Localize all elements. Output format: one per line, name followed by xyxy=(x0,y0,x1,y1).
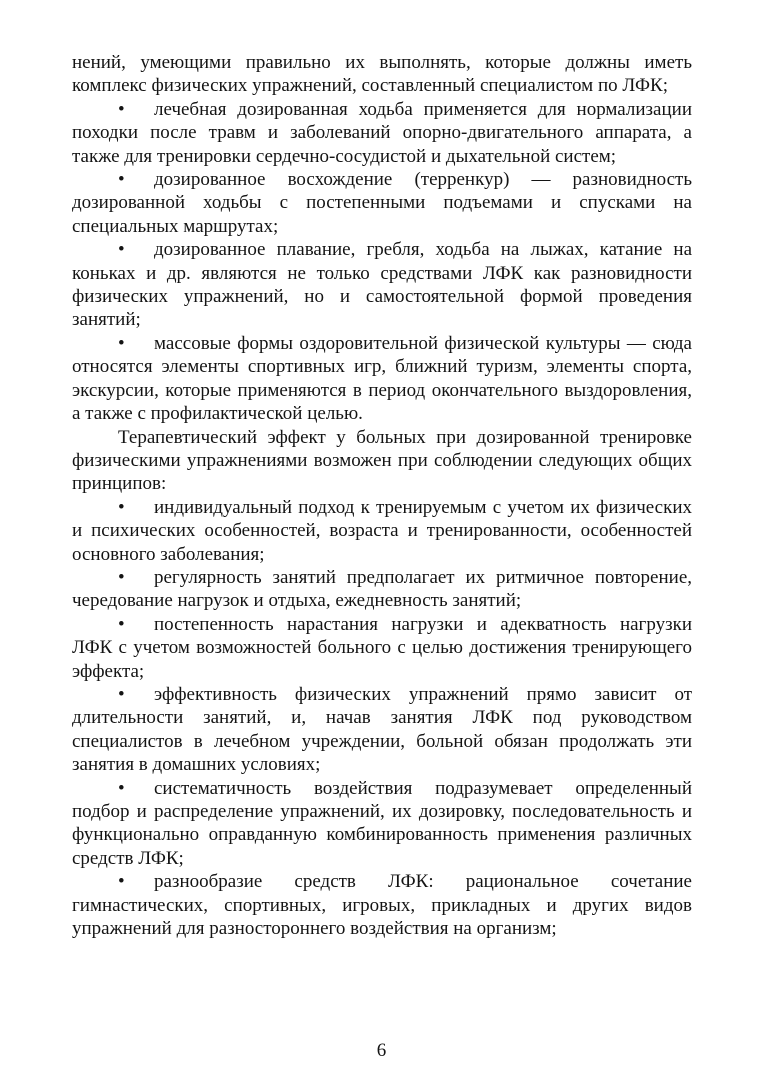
bullet-icon: • xyxy=(118,871,125,893)
list-item-text: эффективность физических упражнений прямо зависит от длительности занятий, и, начав занятия ЛФК под руководством специалистов в лечебном учреждении, больной обязан продолжать эти занятия в домашних условиях; xyxy=(72,683,692,776)
bullet-icon: • xyxy=(118,566,125,588)
list-item-text: дозированное восхождение (терренкур) — разновидность дозированной ходьбы с постепенными подъемами и спусками на специальных маршрутах; xyxy=(72,169,692,237)
bullet-icon: • xyxy=(118,613,125,635)
bullet-icon: • xyxy=(118,169,125,191)
page-body xyxy=(72,51,692,940)
list-item xyxy=(72,332,692,426)
list-item xyxy=(72,238,692,332)
continuation-paragraph: нений, умеющими правильно их выполнять, которые должны иметь комплекс физических упражнений, составленный специалистом по ЛФК; xyxy=(72,52,692,97)
list-item xyxy=(72,870,692,940)
bullet-icon: • xyxy=(118,683,125,705)
list-item xyxy=(72,98,692,168)
list-item-text: систематичность воздействия подразумевает определенный подбор и распределение упражнений, их дозировку, последовательность и функционально оправданную комбинированность применения различных средств ЛФК; xyxy=(72,777,692,869)
page-number: 6 xyxy=(376,1040,387,1061)
list-item-text: массовые формы оздоровительной физической культуры — сюда относятся элементы спортивных игр, ближний туризм, элементы спорта, экскурсии, которые применяются в период окончательного выздоровления, а также с профилактической целью. xyxy=(72,332,692,425)
bullet-icon: • xyxy=(118,98,125,120)
list-item-text: постепенность нарастания нагрузки и адекватность нагрузки ЛФК с учетом возможностей больного с целью достижения тренирующего эффекта; xyxy=(72,613,692,682)
principles-intro-paragraph: Терапевтический эффект у больных при дозированной тренировке физическими упражнениями возможен при соблюдении следующих общих принципов: xyxy=(72,426,692,495)
list-item xyxy=(72,168,692,238)
bullet-icon: • xyxy=(118,239,125,261)
bullet-icon: • xyxy=(118,777,125,799)
list-item-text: разнообразие средств ЛФК: рациональное сочетание гимнастических, спортивных, игровых, прикладных и других видов упражнений для разностороннего воздействия на организм; xyxy=(72,871,692,940)
list-item xyxy=(72,683,692,777)
bullet-icon: • xyxy=(118,332,125,354)
list-item xyxy=(72,777,692,871)
list-item xyxy=(72,566,692,613)
list-item-text: регулярность занятий предполагает их ритмичное повторение, чередование нагрузок и отдыха, ежедневность занятий; xyxy=(72,566,692,612)
list-item-text: индивидуальный подход к тренируемым с учетом их физических и психических особенностей, возраста и тренированности, особенностей основного заболевания; xyxy=(72,496,692,565)
list-item xyxy=(72,496,692,566)
list-item-text: дозированное плавание, гребля, ходьба на лыжах, катание на коньках и др. являются не только средствами ЛФК как разновидности физических упражнений, но и самостоятельной формой проведения занятий; xyxy=(72,239,692,331)
list-item-text: лечебная дозированная ходьба применяется для нормализации походки после травм и заболеваний опорно-двигательного аппарата, а также для тренировки сердечно-сосудистой и дыхательной систем; xyxy=(72,98,692,167)
list-item xyxy=(72,613,692,683)
bullet-icon: • xyxy=(118,496,125,518)
